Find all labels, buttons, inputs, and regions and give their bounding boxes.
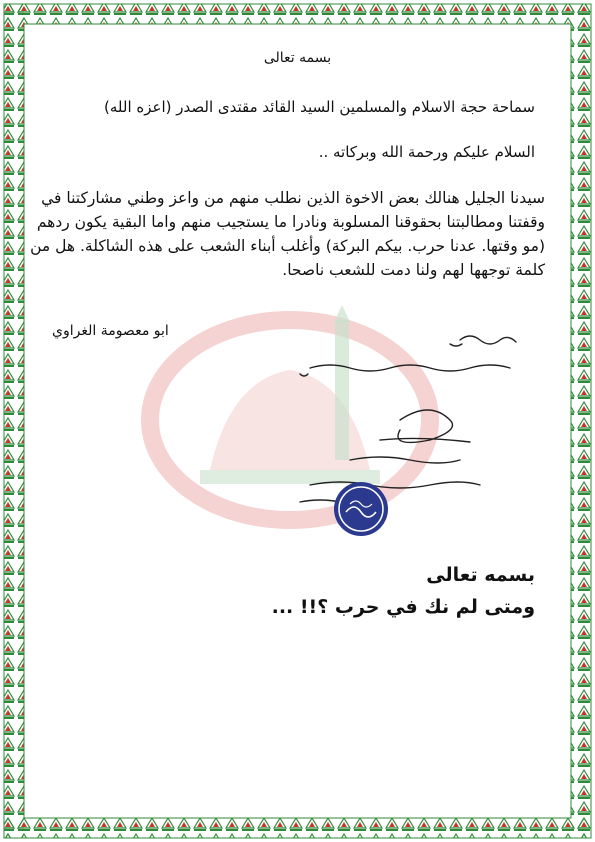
page-heading: بسمه تعالى bbox=[263, 50, 332, 66]
reply-text: ومتى لم نك في حرب ؟!! ... bbox=[271, 596, 535, 618]
body-line: كلمة توجهها لهم ولنا دمت للشعب ناصحا. bbox=[282, 261, 545, 279]
body-line: وقفتنا ومطالبتنا بحقوقنا المسلوبة ونادرا ما يستجيب منهم واما البقية يكون ردهم bbox=[36, 213, 545, 231]
official-seal-icon bbox=[332, 480, 390, 538]
body-line: (مو وقتها. عدنا حرب. بيكم البركة) وأغلب أبناء الشعب على هذه الشاكلة. هل من bbox=[30, 237, 545, 255]
address-line: سماحة حجة الاسلام والمسلمين السيد القائد مقتدى الصدر (اعزه الله) bbox=[104, 98, 535, 116]
handwritten-reply bbox=[280, 320, 550, 540]
greeting-line: السلام عليكم ورحمة الله وبركاته .. bbox=[318, 143, 535, 161]
reply-heading: بسمه تعالى bbox=[426, 564, 535, 586]
sender-signature-name: ابو معصومة الغراوي bbox=[52, 323, 169, 339]
body-line: سيدنا الجليل هنالك بعض الاخوة الذين نطلب منهم من واعز وطني مشاركتنا في bbox=[41, 189, 545, 207]
